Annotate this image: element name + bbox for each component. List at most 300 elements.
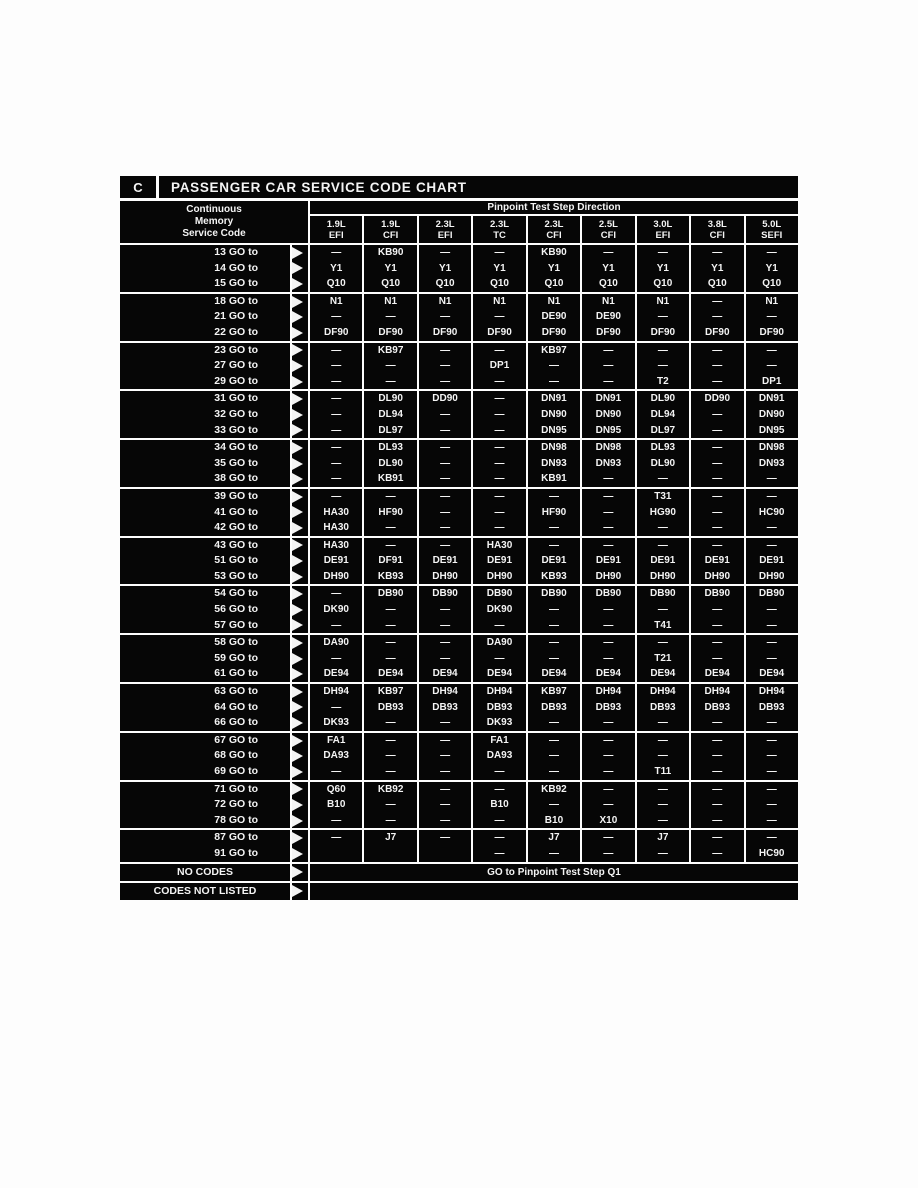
table-cell: —	[440, 783, 451, 795]
right-arrow-icon	[292, 637, 303, 649]
table-cell: DE94	[432, 668, 458, 680]
table-cell: —	[385, 814, 396, 826]
table-cell: —	[331, 814, 342, 826]
column-header-line-1: 2.3L	[435, 218, 455, 230]
table-cell: —	[331, 344, 342, 356]
right-arrow-icon	[292, 619, 303, 631]
table-cell: —	[766, 490, 777, 502]
table-cell: —	[603, 750, 614, 762]
right-arrow-icon	[292, 442, 303, 454]
table-cell: —	[657, 604, 668, 616]
data-column	[746, 391, 798, 438]
row-header-line-1: Continuous	[186, 204, 242, 215]
table-cell: DE94	[650, 668, 676, 680]
data-column	[637, 830, 689, 861]
column-header-line-1: 2.5L	[598, 218, 618, 230]
table-cell: —	[766, 734, 777, 746]
table-cell: —	[766, 799, 777, 811]
data-column	[310, 294, 362, 341]
data-column	[419, 635, 471, 682]
row-label: 53 GO to	[214, 569, 258, 582]
right-arrow-icon	[292, 409, 303, 421]
table-cell: Q10	[598, 278, 618, 290]
row-header-line-3: Service Code	[182, 228, 246, 239]
table-cell: DP1	[761, 375, 782, 387]
row-label: 64 GO to	[214, 700, 258, 713]
arrow-cell	[292, 309, 308, 325]
table-cell: DL97	[378, 424, 403, 436]
table-cell: —	[385, 522, 396, 534]
table-cell: —	[494, 311, 505, 323]
table-cell: DB93	[377, 701, 404, 713]
table-cell: —	[712, 442, 723, 454]
column-header-line-1: 5.0L	[762, 218, 782, 230]
column-header-line-2: EFI	[437, 229, 453, 241]
arrow-cell	[292, 846, 308, 862]
table-cell: N1	[765, 295, 779, 307]
column-headers	[310, 216, 798, 243]
data-column	[691, 391, 743, 438]
right-arrow-icon	[292, 458, 303, 470]
row-label-column	[120, 782, 290, 829]
table-cell: DE94	[378, 668, 404, 680]
table-cell: —	[440, 766, 451, 777]
column-header-line-1: 3.8L	[707, 218, 727, 230]
data-column	[310, 733, 362, 780]
table-cell: HG90	[649, 506, 676, 518]
table-cell: N1	[493, 295, 506, 307]
row-arrow-column	[292, 440, 308, 487]
data-column	[364, 586, 416, 633]
table-cell: —	[548, 360, 559, 372]
table-cell: —	[548, 522, 559, 534]
right-arrow-icon	[292, 783, 303, 795]
table-cell: DE94	[704, 668, 730, 680]
table-cell: —	[712, 637, 723, 649]
table-cell: DH94	[486, 686, 513, 698]
row-label: 15 GO to	[214, 277, 258, 290]
data-column	[419, 245, 471, 292]
table-cell: DE91	[432, 555, 458, 567]
data-column	[691, 635, 743, 682]
table-cell: —	[548, 717, 559, 729]
row-label-column	[120, 343, 290, 390]
data-column	[637, 782, 689, 829]
table-cell: —	[548, 539, 559, 551]
table-cell: DF90	[705, 326, 730, 338]
table-cell: —	[766, 652, 777, 664]
table-cell: —	[494, 814, 505, 826]
table-cell: DF90	[650, 326, 676, 338]
data-column	[637, 391, 689, 438]
table-cell: —	[494, 766, 505, 777]
arrow-cell	[292, 748, 308, 764]
row-arrow-column	[292, 489, 308, 536]
table-cell: DN90	[541, 408, 567, 420]
row-label: 56 GO to	[214, 603, 258, 616]
data-column	[637, 733, 689, 780]
arrow-cell	[292, 358, 308, 374]
table-cell: DE94	[487, 668, 513, 680]
data-column	[582, 733, 634, 780]
table-cell: Y1	[656, 262, 669, 274]
table-cell: DB93	[758, 701, 785, 713]
table-cell: DN91	[541, 393, 567, 405]
table-cell: Q10	[653, 278, 673, 290]
table-cell: DH90	[595, 570, 622, 582]
row-label: 68 GO to	[214, 749, 258, 762]
table-cell: FA1	[327, 734, 346, 746]
table-cell: —	[766, 814, 777, 826]
arrow-cell	[292, 764, 308, 780]
data-column	[746, 294, 798, 341]
data-column	[582, 586, 634, 633]
data-column	[637, 440, 689, 487]
table-cell: —	[331, 619, 342, 631]
table-cell: DF90	[487, 326, 512, 338]
table-cell: DH90	[758, 570, 785, 582]
table-cell: —	[331, 424, 342, 436]
data-column	[582, 684, 634, 731]
table-cell: DK93	[486, 717, 513, 729]
data-column	[419, 343, 471, 390]
data-column	[691, 830, 743, 861]
table-cell: —	[712, 832, 723, 844]
table-cell: DH94	[323, 686, 349, 698]
row-label: 59 GO to	[214, 651, 258, 664]
table-cell: DN93	[595, 457, 622, 469]
right-arrow-icon	[292, 653, 303, 665]
table-cell: DF90	[378, 326, 403, 338]
table-cell: DN98	[595, 442, 622, 454]
data-column	[582, 635, 634, 682]
row-label: 33 GO to	[214, 423, 258, 436]
table-cell: KB93	[377, 570, 404, 582]
table-cell: Q10	[490, 278, 509, 290]
row-label-column	[120, 245, 290, 292]
row-label: 61 GO to	[214, 667, 258, 680]
data-column	[582, 538, 634, 585]
table-cell: —	[657, 247, 668, 258]
row-group	[120, 586, 798, 633]
table-cell: —	[440, 604, 451, 616]
table-cell: —	[712, 814, 723, 826]
row-label: 58 GO to	[214, 636, 258, 649]
table-cell: —	[712, 247, 723, 258]
row-group	[120, 538, 798, 585]
table-cell: —	[766, 539, 777, 551]
data-column	[582, 294, 634, 341]
row-group	[120, 245, 798, 292]
row-label-column	[120, 538, 290, 585]
table-cell: DE91	[487, 555, 513, 567]
right-arrow-icon	[292, 604, 303, 616]
row-header-line-2: Memory	[194, 216, 234, 227]
table-cell: DK90	[486, 604, 513, 616]
table-cell: X10	[599, 814, 618, 826]
table-cell: —	[494, 408, 505, 420]
table-cell: —	[331, 832, 342, 844]
table-cell: —	[712, 604, 723, 616]
table-cell: —	[548, 750, 559, 762]
table-cell: —	[766, 832, 777, 844]
data-column	[637, 684, 689, 731]
row-label: 57 GO to	[214, 618, 258, 631]
footer-row-group	[120, 883, 798, 900]
table-cell: —	[548, 799, 559, 811]
table-cell: —	[440, 442, 451, 454]
data-column	[473, 245, 525, 292]
table-cell: —	[440, 311, 451, 323]
column-header-cell	[582, 216, 634, 243]
data-column	[364, 538, 416, 585]
table-cell: DH90	[432, 570, 458, 582]
right-arrow-icon	[292, 848, 303, 860]
row-group	[120, 830, 798, 861]
table-cell: DB90	[541, 588, 567, 600]
table-cell: —	[494, 652, 505, 664]
table-cell: DL93	[650, 442, 676, 454]
table-cell: DN95	[758, 424, 785, 436]
row-label: 43 GO to	[214, 538, 258, 551]
row-label: 14 GO to	[214, 261, 258, 274]
row-label: 21 GO to	[214, 310, 258, 323]
table-cell: —	[440, 247, 451, 258]
table-cell: DN90	[595, 408, 622, 420]
table-cell	[364, 846, 416, 862]
data-column	[528, 538, 580, 585]
table-cell: —	[494, 442, 505, 454]
table-cell: —	[548, 734, 559, 746]
table-cell: —	[766, 522, 777, 534]
data-column	[310, 489, 362, 536]
column-header-line-2: CFI	[600, 229, 617, 241]
table-cell: —	[766, 360, 777, 372]
table-cell: —	[603, 652, 614, 664]
table-cell: Q60	[326, 783, 346, 795]
footer-row-group	[120, 864, 798, 881]
row-group	[120, 684, 798, 731]
table-cell: —	[712, 408, 723, 420]
table-cell: —	[712, 424, 723, 436]
data-column	[746, 733, 798, 780]
arrow-cell	[292, 423, 308, 439]
table-cell: —	[657, 847, 668, 859]
table-cell: —	[385, 799, 396, 811]
table-cell: —	[603, 506, 614, 518]
table-cell: —	[440, 344, 451, 356]
table-cell: —	[766, 717, 777, 729]
column-header-line-2: CFI	[709, 229, 725, 241]
data-column	[473, 538, 525, 585]
row-label: 23 GO to	[214, 343, 258, 356]
column-header-line-2: EFI	[328, 229, 344, 241]
table-cell: —	[712, 847, 723, 859]
table-cell: DA90	[323, 637, 349, 649]
column-header-line-1: 2.3L	[490, 218, 510, 230]
table-cell: B10	[327, 799, 346, 811]
table-cell: —	[440, 506, 451, 518]
right-arrow-icon	[292, 376, 303, 388]
table-cell: T11	[654, 766, 672, 777]
arrow-cell	[292, 538, 308, 554]
row-arrow-column	[292, 782, 308, 829]
table-cell: DB90	[486, 588, 513, 600]
row-label: 22 GO to	[214, 325, 258, 338]
table-cell: KB90	[377, 247, 404, 258]
data-column	[473, 586, 525, 633]
row-label: 67 GO to	[214, 733, 258, 746]
table-cell: —	[331, 247, 342, 258]
data-column	[419, 489, 471, 536]
row-label: 69 GO to	[214, 765, 258, 777]
column-header-cell	[364, 216, 416, 243]
data-column	[528, 391, 580, 438]
table-cell: DA93	[323, 750, 349, 762]
table-cell: —	[331, 457, 342, 469]
column-header-cell	[637, 216, 689, 243]
row-label-column	[120, 883, 290, 900]
table-cell: —	[603, 734, 614, 746]
row-arrow-column	[292, 391, 308, 438]
data-column	[473, 635, 525, 682]
data-column	[364, 684, 416, 731]
table-cell: DB93	[650, 701, 676, 713]
right-arrow-icon	[292, 262, 303, 274]
right-arrow-icon	[292, 799, 303, 811]
table-cell: —	[657, 360, 668, 372]
table-cell: —	[603, 799, 614, 811]
table-cell: KB97	[541, 686, 567, 698]
table-cell: DN98	[541, 442, 567, 454]
table-cell: DF90	[759, 326, 784, 338]
arrow-cell	[292, 569, 308, 585]
arrow-cell	[292, 864, 308, 881]
arrow-cell	[292, 733, 308, 749]
right-arrow-icon	[292, 571, 303, 583]
column-header-cell	[691, 216, 743, 243]
table-cell: Y1	[547, 262, 561, 274]
table-cell: T2	[657, 375, 669, 387]
data-column	[528, 343, 580, 390]
table-cell: —	[548, 847, 559, 859]
table-cell: FA1	[490, 734, 509, 746]
table-cell: —	[603, 344, 614, 356]
table-cell: —	[712, 375, 723, 387]
table-cell: —	[548, 375, 559, 387]
data-column	[310, 635, 362, 682]
table-cell: Q10	[326, 278, 346, 290]
data-column	[419, 684, 471, 731]
arrow-cell	[292, 830, 308, 846]
table-cell: —	[766, 247, 777, 258]
row-label-column	[120, 830, 290, 861]
row-label: 42 GO to	[214, 521, 258, 534]
data-column	[528, 489, 580, 536]
table-cell: J7	[385, 832, 397, 844]
right-arrow-icon	[292, 522, 303, 534]
column-header-line-1: 3.0L	[653, 218, 673, 230]
data-column	[473, 391, 525, 438]
table-cell: J7	[657, 832, 669, 844]
footer-span-cell: GO to Pinpoint Test Step Q1	[310, 864, 798, 881]
table-cell: B10	[490, 799, 509, 811]
data-column	[637, 489, 689, 536]
table-cell: —	[712, 783, 723, 795]
table-cell: —	[603, 766, 614, 777]
arrow-cell	[292, 456, 308, 472]
table-cell: —	[766, 750, 777, 762]
row-arrow-column	[292, 245, 308, 292]
row-label: 71 GO to	[214, 782, 258, 795]
table-cell: —	[385, 750, 396, 762]
data-column	[746, 684, 798, 731]
table-cell: —	[603, 637, 614, 649]
table-cell: —	[440, 814, 451, 826]
table-cell: DH90	[486, 570, 513, 582]
data-column	[637, 538, 689, 585]
row-label-column	[120, 733, 290, 780]
row-label: 34 GO to	[214, 441, 258, 454]
column-header-cell	[419, 216, 471, 243]
table-cell: DB90	[432, 588, 458, 600]
right-arrow-icon	[292, 311, 303, 323]
table-cell: DN90	[758, 408, 785, 420]
arrow-cell	[292, 343, 308, 359]
table-cell: DE94	[323, 668, 349, 680]
row-label: 32 GO to	[214, 407, 258, 420]
span-header: Pinpoint Test Step Direction	[310, 201, 798, 214]
row-arrow-column	[292, 586, 308, 633]
table-cell: N1	[656, 295, 670, 307]
table-cell: —	[440, 473, 451, 485]
row-label: 63 GO to	[214, 685, 258, 698]
table-cell: —	[657, 344, 668, 356]
table-cell: J7	[548, 832, 560, 844]
data-column	[473, 830, 525, 861]
row-label: 66 GO to	[214, 716, 258, 729]
right-arrow-icon	[292, 717, 303, 729]
table-cell: —	[494, 619, 505, 631]
table-cell: DE91	[704, 555, 730, 567]
table-cell: DA90	[486, 637, 513, 649]
table-cell: —	[385, 652, 396, 664]
right-arrow-icon	[292, 344, 303, 356]
data-column	[473, 684, 525, 731]
column-header-cell	[746, 216, 798, 243]
table-cell	[310, 846, 362, 862]
table-cell: —	[603, 473, 614, 485]
data-column	[364, 733, 416, 780]
table-cell: Q10	[381, 278, 401, 290]
table-cell: Y1	[330, 262, 343, 274]
right-arrow-icon	[292, 668, 303, 680]
table-cell: —	[766, 473, 777, 485]
arrow-cell	[292, 471, 308, 487]
data-column	[691, 586, 743, 633]
row-group	[120, 489, 798, 536]
table-cell: DB90	[595, 588, 622, 600]
table-cell: DN91	[758, 393, 785, 405]
table-cell: —	[603, 604, 614, 616]
table-cell: DH94	[758, 686, 785, 698]
table-cell: —	[440, 832, 451, 844]
row-arrow-column	[292, 883, 308, 900]
row-arrow-column	[292, 830, 308, 861]
right-arrow-icon	[292, 815, 303, 827]
table-cell: DK90	[323, 604, 349, 616]
section-index-label: C	[120, 176, 156, 198]
